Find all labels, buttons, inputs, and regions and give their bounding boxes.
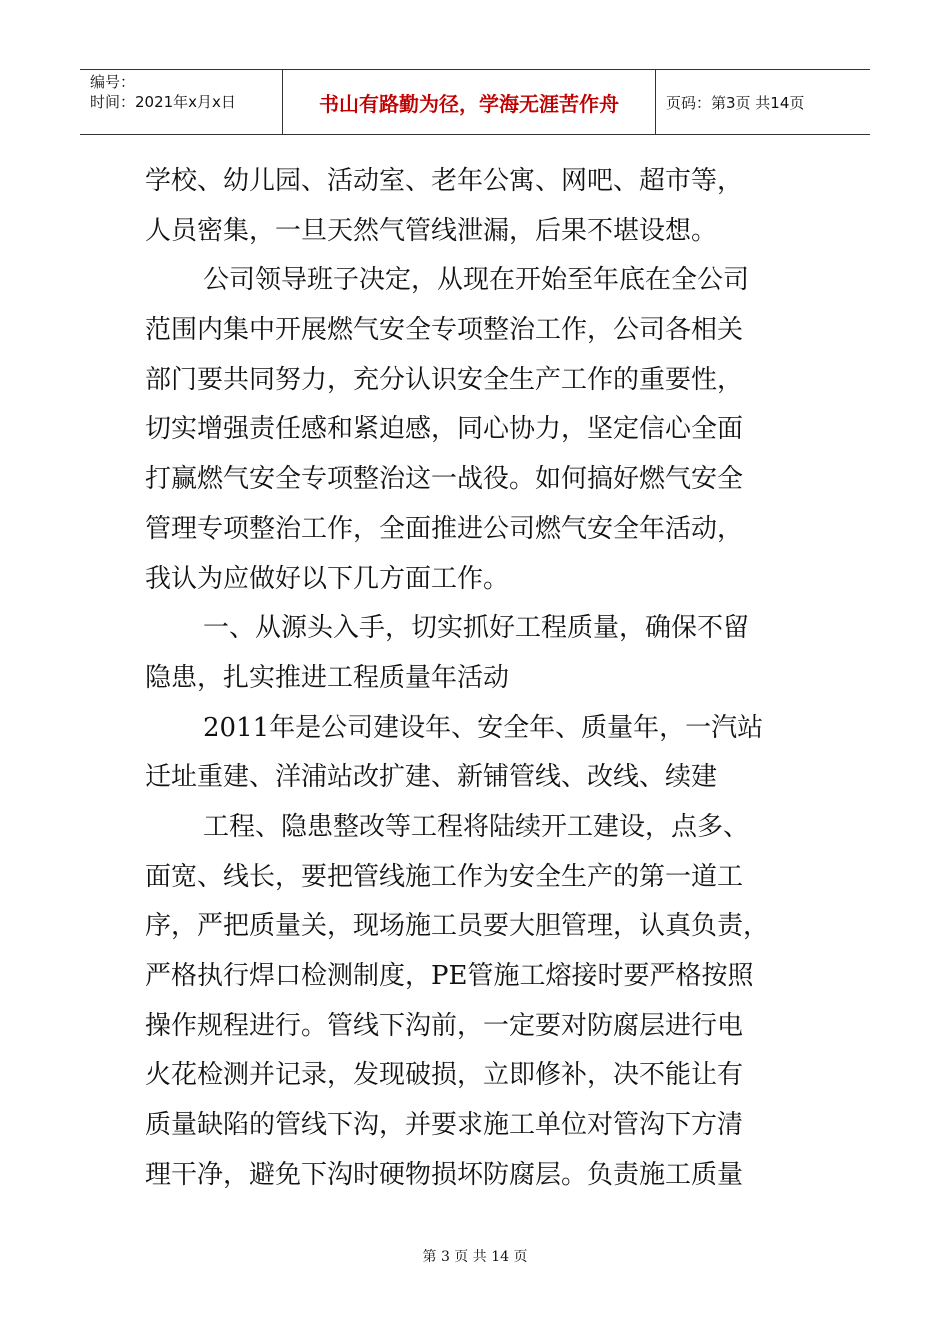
document-body (145, 157, 845, 1200)
time-label: 时间：2021年x月x日 (90, 93, 236, 111)
text-line: 工程、隐患整改等工程将陆续开工建设，点多、 (203, 811, 750, 842)
text-line: 切实增强责任感和紧迫感，同心协力，坚定信心全面 (145, 414, 744, 445)
text-line: 人员密集，一旦天然气管线泄漏，后果不堪设想。 (145, 215, 718, 246)
text-line: 质量缺陷的管线下沟，并要求施工单位对管沟下方清 (145, 1110, 744, 1141)
text-line: 序，严把质量关，现场施工员要大胆管理，认真负责， (145, 911, 770, 942)
text-line: 迁址重建、洋浦站改扩建、新铺管线、改线、续建 (145, 762, 718, 793)
text-line: 学校、幼儿园、活动室、老年公寓、网吧、超市等， (145, 166, 744, 196)
text-line: 打赢燃气安全专项整治这一战役。如何搞好燃气安全 (145, 464, 744, 495)
text-line: 公司领导班子决定，从现在开始至年底在全公司 (203, 265, 750, 296)
text-line: 我认为应做好以下几方面工作。 (145, 563, 510, 594)
page-header (80, 69, 870, 135)
text-line: 火花检测并记录，发现破损，立即修补，决不能让有 (145, 1060, 744, 1091)
text-line: 隐患，扎实推进工程质量年活动 (145, 662, 510, 693)
number-label: 编号： (90, 73, 136, 91)
page-footer: 第 3 页 共 14 页 (422, 1249, 528, 1265)
text-line: 范围内集中开展燃气安全专项整治工作，公司各相关 (145, 315, 744, 346)
text-line: 管理专项整治工作，全面推进公司燃气安全年活动， (145, 513, 744, 544)
header-motto: 书山有路勤为径，学海无涯苦作舟 (283, 70, 656, 134)
text-line: 部门要共同努力，充分认识安全生产工作的重要性， (145, 364, 744, 395)
text-line: 严格执行焊口检测制度，PE管施工熔接时要严格按照 (145, 961, 754, 991)
header-meta (80, 70, 283, 134)
text-line: 一、从源头入手，切实抓好工程质量，确保不留 (203, 613, 750, 644)
text-line: 面宽、线长，要把管线施工作为安全生产的第一道工 (145, 861, 744, 892)
text-line: 2011年是公司建设年、安全年、质量年，一汽站 (203, 712, 764, 743)
text-line: 操作规程进行。管线下沟前，一定要对防腐层进行电 (145, 1010, 744, 1041)
text-line: 理干净，避免下沟时硬物损坏防腐层。负责施工质量 (145, 1159, 744, 1190)
header-page-info: 页码：第3页 共14页 (666, 93, 805, 112)
